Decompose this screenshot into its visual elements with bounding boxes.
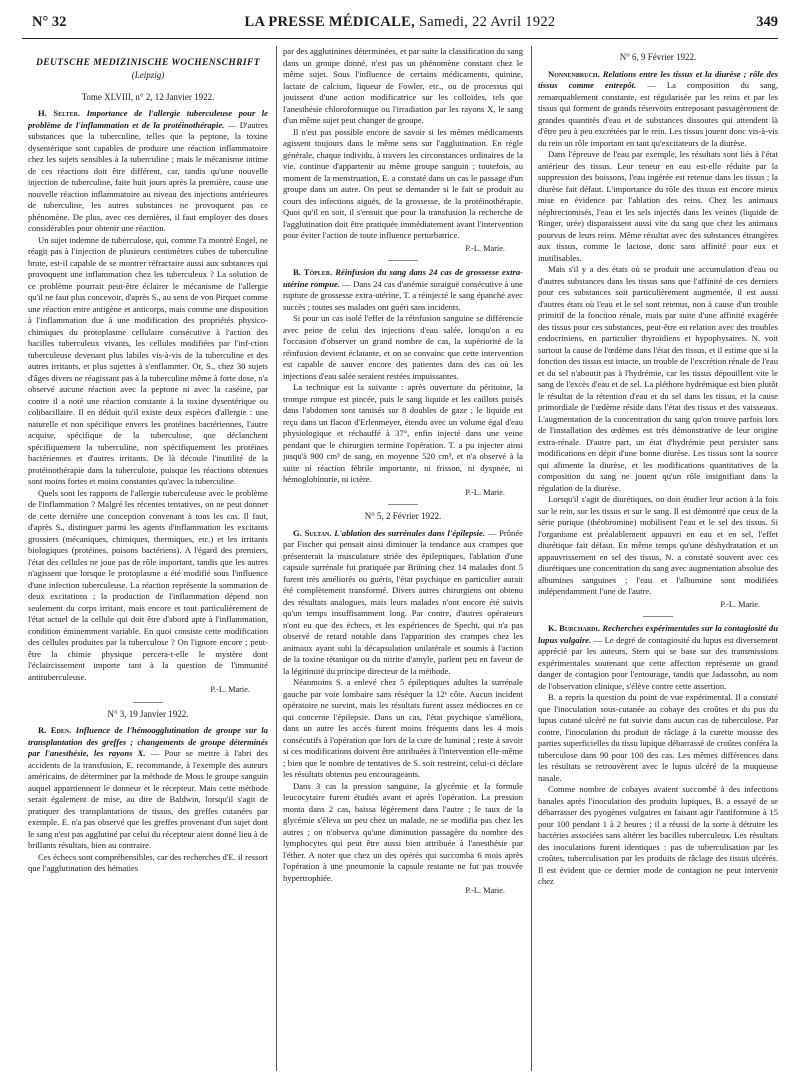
article-sultan [283, 528, 523, 897]
issue-heading: Tome XLVIII, n° 2, 12 Janvier 1922. [81, 91, 215, 102]
column-2 [283, 46, 523, 1076]
column-divider [531, 46, 532, 1071]
article-title: Influence de l'hémoagglutination de groupe sur la transplantation des greffes ; changements de groupe déterminés par l'anesthésie, les rayons X. [28, 725, 268, 758]
article-title: Importance de l'allergie tuberculeuse pour le problème de l'inflammation et de la protéinothérapie. [28, 108, 268, 130]
article-signature: P.-L. Marie. [465, 886, 505, 895]
article-paragraph: B. a repris la question du point de vue expérimental. Il a constaté que l'inoculation sous-cutanée au cobaye des croûtes et du pus du lupus cutané ulcéré ne fut suivie dans aucun cas de tuberculose. Par contre, l'inoculation du produit de râclage à la curette mousse des parties superficielles du tissu lupique débarrassé de croûtes conféra la tuberculose dans 90 pour 100 des cas. Les mêmes différences dans les résultats se retrouvèrent avec le lupus ulcéré de la muqueuse nasale. [538, 692, 778, 783]
article-signature: P.-L. Marie. [465, 243, 505, 253]
article-paragraph: Lorsqu'il s'agit de diurétiques, on doit étudier leur action à la fois sur le rein, sur les tissus et sur le sang. Il est démontré que ceux de la série purique (théobromine) mobilisent l'eau et le sel des tissus. Si l'organisme est préalablement appauvri en eau et en sel, l'effet diurétique fait défaut. En même temps qu'une déshydratation et un appauvrissement en sel des tissus, N. a constaté souvent avec ces diurétiques une concentration du sang avec augmentation absolue des albumines sanguines ; l'eau et l'albumine sont modifiées indépendamment l'une de l'autre. [538, 494, 778, 596]
article-paragraph: Quels sont les rapports de l'allergie tuberculeuse avec le problème de l'inflammation ? Malgré les récentes tentatives, on ne peut donner de cette dernière une conception convenant à tous les cas. Il faut, d'après S., distinguer parmi les agents d'inflammation les excitants grossiers (mécaniques, chimiques, thermiques, etc.) et les irritants biologiques (protéines, poisons bactériens). A l'égard des premiers, l'état des cellules ne joue pas de rôle important, tandis que les autres n'agissent que lorsque le protoplasme a été modifié sous l'influence d'une infection tuberculeuse. La réaction représente la sommation de deux excitations ; la production de l'inflammation dépend non seulement du corps irritant, mais encore et tout particulièrement de l'état actuel de la cellule qui doit être d'abord apte à l'inflammation, condition éminemment variable. En quoi consiste cette modification des cellules produites par la tuberculose ? On l'ignore encore ; peut-être la chimie physique percera-t-elle le mystère dont l'éclaircissement importe tant à la question de l'immunité antituberculeuse. [28, 487, 268, 682]
article-eden-continued [283, 46, 523, 254]
issue-date: Samedi, 22 Avril 1922 [418, 14, 556, 30]
column-1 [28, 46, 268, 1076]
article-paragraph: Un sujet indemne de tuberculose, qui, comme l'a montré Engel, ne réagit pas à l'injection de plusieurs centimètres cubes de tuberculine brute, est-il capable de se montrer réfractaire aussi aux subtances qui provoquent une inflammation chez les tuberculeux ? La solution de ce problème pourrait peut-être éclairer le mécanisme de l'allergie qu'il ne faut plus concevoir, d'après S., au sens de von Pirquet comme une réaction entre antigène et anticorps, mais comme une disposition à l'inflammation due à une modification des propriétés physico-chimiques du protoplasme cellulaire consécutive à l'action des bacilles tuberculeux vivants, les cellules modifiées par l'inf-ction tuberculeuse devenant plus labiles vis-à-vis de la tuberculine et des autres irritants, et plus sujettes à s'enflammer. Or, S., chez 30 sujets d'âges divers ne réagissant pas à la tuberculine même à forte dose, n'a observé aucune réaction avec la peptone ni avec la caséine, par contre il a noté une réaction constante à la toxine dysentérique ou colibacillaire. Il en déduit qu'il existe deux espèces d'allergie : une naturelle et non spécifique envers les protéines bactériennes, l'autre acquise, spécifique de la tuberculose, que déclanchent spécifiquement la tuberculine, non spécifiquement les protéines bactériennes et d'autres irritants. De là découle l'inutilité de la protéinothérapie dans la tuberculose, puisque les réactions obtenues sont moins fortes et moins constantes qu'avec la tuberculine. [28, 234, 268, 486]
article-paragraph: Si pour un cas isolé l'effet de la réinfusion sanguine se différencie avec peine de celui des injections d'eau salée, lorsqu'on a eu l'occasion d'observer un grand nombre de cas, la supériorité de la réinfusion devient éclatante, et on se convainc que cette intervention est capable de sauver encore des patientes dans des cas où les injections d'eau salée seraient restées impuissantes. [283, 313, 523, 381]
article-author: K. Burchardi. [548, 623, 601, 633]
article-paragraph: Il n'est pas possible encore de savoir si les mêmes médicaments agissent toujours dans le même sens sur l'agglutination. En règle générale, chaque individu, à travers les circonstances ordinaires de la vie, continue d'appartenir au même groupe sanguin ; toutefois, au moment de la menstruation, E. a constaté dans un cas le passage d'un groupe dans un autre. On peut se demander si le fait se produit au cours des infections aiguës, de la grossesse, de la protéinothérapie. Quoi qu'il en soit, il s'ensuit que pour la transfusion la recherche de l'agglutination doit être pratiquée immédiatement avant l'intervention pour éviter l'action de toute influence perturbatrice. [283, 126, 523, 240]
article-nonnenbruch [538, 69, 778, 611]
article-paragraph: Dans 3 cas la pression sanguine, la glycémie et la formule leucocytaire furent étudiés avant et après l'opération. La pression monta dans 2 cas, baissa légèrement dans l'autre ; le taux de la glycémie s'éleva un peu chez un malade, ne se modifia pas chez les autres ; on n'observa qu'une diminution passagère du nombre des lymphocytes qui peut être aussi bien attribuée à l'anesthésie par l'éther. A noter que chez un des opérés qui succomba 6 mois après l'opération à une pneumonie la capsule restante ne fut pas trouvée hypertrophiée. [283, 780, 523, 883]
article-author: R. Eden. [38, 725, 72, 735]
article-text: — Pour se mettre à l'abri des accidents de la transfusion, E. recommande, à l'exemple des auteurs américains, de déterminer par la méthode de Moss le groupe sanguin auquel appartiennent le donneur et le récepteur. Mais cette méthode serait également de mise, au dire de Baldwin, lorsqu'il s'agit de pratiquer des transplantations de tissus, des greffes cutanées par exemple. E. n'a pas observé que les greffes provenant d'un sujet dont le sang n'est pas agglutiné par celui du récepteur aient donné lieu à de brillants résultats, bien au contraire. [28, 748, 268, 850]
article-eden [28, 725, 268, 875]
issue-heading: N° 6, 9 Février 1922. [619, 52, 697, 62]
article-text: — La composition du sang, remarquablement constante, est régularisée par les reins et par les tissus qui forment de grands réservoirs entreposant passagèrement de grandes quantités d'eau et de substances dissoutes qui attendent là d'être peu à peu excrétées par le rein. Les tissus jouent donc vis-à-vis du rein un rôle important en tant qu'excitateurs de la diurèse. [538, 80, 778, 148]
issue-heading: N° 5, 2 Février 1922. [364, 511, 442, 521]
separator [133, 702, 163, 703]
article-topler [283, 267, 523, 498]
article-author: B. Töpler. [293, 267, 333, 277]
article-paragraph: La technique est la suivante : après ouverture du péritoine, la trompe rompue est pincée, puis le sang liquide et les caillots puisés dans l'abdomen sont tamisés sur 8 doubles de gaze ; le liquide est reçu dans un flacon d'Erlenmeyer, étendu avec un volume égal d'eau physiologique et réchauffé à 37°, enfin injecté dans une veine pendant que le chirurgien termine l'opération. T. a pu injecter ainsi jusqu'à 900 cm³ de sang, en moyenne 520 cm³, et n'a observé à la suite ni réaction fébrile importante, ni frisson, ni dyspnée, ni hémoglobinurie, ni ictère. [283, 382, 523, 484]
journal-name: LA PRESSE MÉDICALE, [244, 14, 415, 30]
article-text: — D'autres substances que la tuberculine, telles que la peptone, la toxine dysentérique sont capables de produire une réaction inflammatoire chez les sujets sensibles à la tuberculine ; mais le mécanisme intime de ces réactions doit être différent, car, tandis qu'une nouvelle injection de tuberculine, faite huit jours après la première, cause une nouvelle réaction inflammatoire au niveau des injections antérieures de tuberculine, les autres substances ne provoquent pas ce phénomène. De plus, avec ces dernières, il faut employer des doses considérables pour obtenir une réaction. [28, 119, 268, 233]
article-paragraph: par des agglutinines déterminées, et par suite la classification du sang dans un groupe donné, n'est pas un phénomène constant chez le même sujet. Sous l'influence de certains médicaments, quinine, lactate de calcium, liqueur de Fowler, etc., ou de processus qui jouissent d'une action modificatrice sur les colloïdes, tels que l'anesthésie chloroformique ou l'irradiation par les rayons X, le sang d'un même sujet peut changer de groupe. [283, 46, 523, 125]
header-rule [22, 38, 778, 39]
article-title: Réinfusion du sang dans 24 cas de grossesse extra-utérine rompue. [283, 267, 523, 289]
column-3 [538, 46, 778, 1076]
article-title: L'ablation des surrénales dans l'épilepsie. [334, 527, 485, 538]
article-signature: P.-L. Marie. [465, 487, 505, 497]
article-text: — Dans 24 cas d'anémie suraiguë consécutive à une rupture de grossesse extra-utérine, T. a réinjecté le sang épanché avec succès ; toutes ses malades ont guéri sans incidents. [283, 278, 523, 312]
running-title [22, 14, 778, 31]
article-author: Nonnenbruch. [548, 68, 600, 79]
article-author: G. Sultan. [293, 527, 332, 538]
article-paragraph: Ces échecs sont compréhensibles, car des recherches d'E. il ressort que l'agglutination des hématies [28, 851, 268, 873]
source-journal-place: (Leipzig) [131, 70, 165, 80]
article-burchardi [538, 623, 778, 888]
article-author: H. Selter. [38, 108, 81, 118]
separator [643, 616, 673, 617]
source-journal-title: DEUTSCHE MEDIZINISCHE WOCHENSCHRIFT [36, 58, 260, 68]
article-paragraph: Néanmoins S. a enlevé chez 5 épileptiques adultes la surrénale gauche par voie lombaire sans réséquer la 12ᵉ côte. Aucun incident opératoire ne survint, mais les résultats furent assez médiocres en ce qui concerne l'épilepsie. Dans un cas, l'état psychique s'améliora, dans un autre les accès furent moins fréquents dans les 4 mois consécutifs à l'opération que lors de la cure de luminal ; reste à savoir si ces modifications doivent être attribuées à l'intervention elle-même ; bien que le nombre de tentatives de S. soit restreint, celui-ci déclare les résultats obtenus peu encourageants. [283, 677, 523, 779]
issue-heading: N° 3, 19 Janvier 1922. [107, 708, 189, 719]
column-divider [276, 46, 277, 1071]
article-selter [28, 108, 268, 696]
article-text: — Le degré de contagiosité du lupus est diversement apprécié par les auteurs, Stern qui se base sur des transmissions expérimentales soutenant que cette affection représente un grand danger de contagion pour l'entourage, tandis que Jadassohn, au nom de l'observation clinique, s'élève contre cette assertion. [538, 634, 778, 691]
page-number: 349 [756, 14, 778, 30]
separator [388, 260, 418, 261]
article-text: — Prônée par Fischer qui pensait ainsi diminuer la tendance aux crampes que présenterait la musculature striée des épileptiques, l'ablation d'une capsule surrénale fut pratiquée par Brüning chez 14 malades dont 5 furent très améliorés ou guéris, l'état psychique en particulier aurait été complètement transformé. Divers autres chirurgiens ont obtenu des résultats analogues, mais leurs malades n'ont encore été suivis qu'un temps insuffisamment long. Par contre, d'autres opérateurs n'ont eu que des échecs, et les expériences de Specht, qui n'a pas observé de retard notable dans l'apparition des crampes chez les animaux ayant subi la décapsulation unilatérale et soumis à l'action de la toxine tétanique ou du nitrite d'amyle, parlent peu en faveur de la légitimité du principe directeur de la méthode. [283, 527, 523, 676]
article-paragraph: Comme nombre de cobayes avaient succombé à des infections banales après l'inoculation des produits lupiques, B. a essayé de se débarrasser des pyogènes vulgaires en faisant agir l'antiformine à 15 pour 100 pendant 1 à 2 heures ; il a réussi de la sorte à détruire les bactéries associées sans altérer les bacilles tuberculeux. Les résultats des inoculations furent identiques : pas de tuberculisation par les croûtes, tuberculisation par les produits de râclage des tissus ulcérés. Il est évident que ce dernier mode de contagion ne peut intervenir chez [538, 784, 778, 886]
article-signature: P.-L. Marie. [720, 599, 760, 609]
issue-number: N° 32 [32, 14, 67, 30]
article-title: Relations entre les tissus et la diurèse ; rôle des tissus comme entrepôt. [538, 68, 778, 90]
separator [388, 504, 418, 505]
article-title: Recherches expérimentales sur la contagiosité du lupus vulgaire. [538, 623, 778, 645]
article-paragraph: Dans l'épreuve de l'eau par exemple, les résultats sont liés à l'état antérieur des tissus. Leur teneur en eau est-elle réduite par la suppression des boissons, l'eau ingérée est retenue dans les tissus ; la diurèse fait défaut. L'importance du rôle des tissus est encore mieux mise en évidence par l'ablation des reins. Chez les animaux néphrectomisés, l'eau et les sels injectés dans les veines (liquide de Ringer, urée) disparaissent aussi vite du sang que chez les animaux pourvus de leurs reins. Même résultat avec des substances étrangères aux tissus, comme le lactose, donc sans affinité pour eux et inutilisables. [538, 149, 778, 263]
page-header [22, 14, 778, 36]
article-paragraph: Mais s'il y a des états où se produit une accumulation d'eau ou d'autres substances dans les tissus sans que l'affinité de ces derniers pour ces substances soit particulièrement augmentée, il est aussi d'autres états où l'eau et le sel sont retenus, non à cause d'un trouble primitif de la fonction rénale, mais par suite d'une affinité exagérée des tissus pour ces substances, peut-être en relation avec des troubles endocriniens, en particulier thyroïdiens et hypophysaires. N. voit surtout la cause de l'œdème dans l'état des tissus, et il estime que si la fonction des tissus est intacte, un trouble de l'excrétion rénale de l'eau et du sel n'aboutit pas à l'hydrémie, car les tissus dépouillent vite le sang de l'excès d'eau et de sel. La pléthore hydrémique est bien plutôt le résultat de la rétention d'eau et du sel dans les tissus, et la cause primordiale de l'œdème réside dans l'état des tissus et des vaisseaux. L'augmentation de la concentration du sang qu'on trouve parfois lors de l'installation des œdèmes est très démonstrative de leur origine extra-rénale. D'autre part, un état d'hydrémie peut persister sans modifications en dépit d'une bonne diurèse. Les tissus sont la source qui alimente la diurèse, et les modifications quantitatives de la composition du sang ne jouent qu'un rôle insignifiant dans la régulation de la diurèse. [538, 264, 778, 493]
article-signature: P.-L. Marie. [210, 685, 250, 694]
